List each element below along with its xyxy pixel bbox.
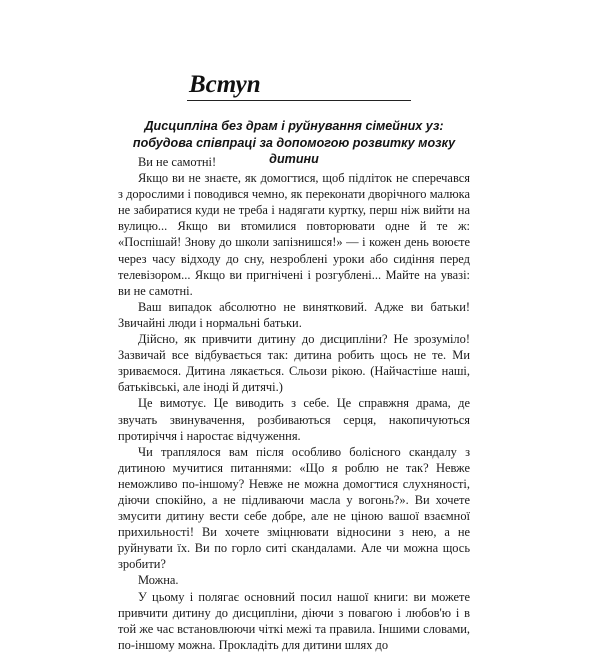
paragraph: Це вимотує. Це виводить з себе. Це справжня драма, де звучать звинувачення, розбиваються серця, накопичуються протиріччя і наростає відчуження. — [118, 396, 470, 443]
paragraph: Ви не самотні! — [138, 155, 217, 169]
paragraph: Якщо ви не знаєте, як домогтися, щоб підліток не сперечався з дорослими і поводився чемно, як переконати дворічного малюка не забиратися куди не треба і надягати куртку, перш ніж вийти на вулицю... Якщо ви втомилися повторювати одне й те ж: «Поспішай! Знову до школи запізнишся!» — і кожен день воюєте через часу відходу до сну, незроблені уроки або сидіння перед телевізором... Якщо ви пригнічені і розгублені... Майте на увазі: ви не самотні. — [118, 171, 470, 298]
paragraph: Чи траплялося вам після особливо болісного скандалу з дитиною мучитися питаннями: «Що я роблю не так? Невже неможливо по-іншому? Невже не можна домогтися слухняності, діючи спокійно, а не підливаючи масла у вогонь?». Ви хочете змусити дитину вести себе добре, але не ціною вашої взаємної прихильності! Ви хочете зміцнювати відносини з нею, а не руйнувати їх. Ви по горло ситі скандалами. Але чи можна щось зробити? — [118, 444, 470, 572]
chapter-title: Вступ — [187, 72, 411, 101]
paragraph: Можна. — [138, 573, 179, 588]
section-subtitle: Дисципліна без драм і руйнування сімейних уз: побудова співпраці за допомогою розвитку мозку дитини — [132, 119, 456, 166]
paragraph: У цьому і полягає основний посил нашої книги: ви можете привчити дитину до дисципліни, діючи з повагою і любов'ю і в той же час встановлюючи чіткі межі та правила. Іншими словами, по-іншому можна. Прокладіть для дитини шлях до — [118, 589, 470, 652]
body-text — [118, 154, 470, 653]
paragraph: Дійсно, як привчити дитину до дисципліни? Не зрозуміло! Зазвичай все відбувається так: дитина робить щось не те. Ми зриваємося. Дитина лякається. Сльози рікою. (Найчастіше наші, батьківські, але іноді й дитячі.) — [118, 332, 470, 395]
paragraph: Ваш випадок абсолютно не винятковий. Адже ви батьки! Звичайні люди і нормальні батьки. — [118, 299, 470, 330]
